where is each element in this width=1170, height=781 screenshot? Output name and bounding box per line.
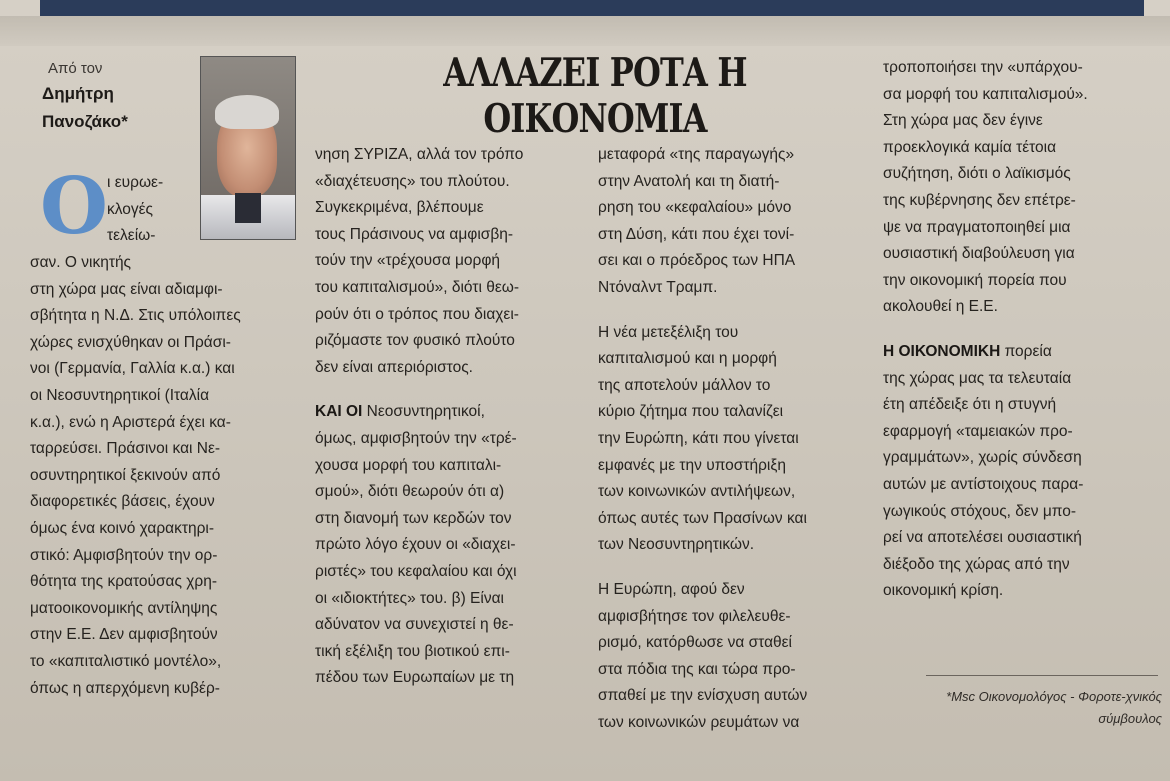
author-last-name: Πανοζάκο* xyxy=(42,112,128,131)
text-line: ταρρεύσει. Πράσινοι και Νε- xyxy=(30,440,221,458)
text-line: πρώτο λόγο έχουν οι «διαχει- xyxy=(315,536,516,554)
paragraph-gap xyxy=(883,321,1153,339)
text-line: ουσιαστική διαβούλευση για xyxy=(883,245,1075,263)
text-line: της χώρας μας τα τελευταία xyxy=(883,369,1072,387)
text-line: οικονομική κρίση. xyxy=(883,582,1004,600)
text-line: ρεί να αποτελέσει ουσιαστική xyxy=(883,529,1082,547)
text-line: συζήτηση, διότι ο λαϊκισμός xyxy=(883,165,1071,183)
text-line: των Νεοσυντηρητικών. xyxy=(598,536,755,554)
text-line: ματοοικονομικής αντίληψης xyxy=(30,599,218,617)
text-line: χώρες ενισχύθηκαν οι Πράσι- xyxy=(30,333,231,351)
text-line: της αποτελούν μάλλον το xyxy=(598,376,771,394)
text-line: έτη απέδειξε ότι η στυγνή xyxy=(883,396,1057,414)
text-line: εμφανές με την υποστήριξη xyxy=(598,456,786,474)
text-line: «διαχέτευσης» του πλούτου. xyxy=(315,172,510,190)
text-line: οσυντηρητικοί ξεκινούν από xyxy=(30,466,221,484)
text-line: πέδου των Ευρωπαίων με τη xyxy=(315,669,515,687)
byline-prefix: Από τον xyxy=(48,60,103,77)
text-line: σπαθεί με την ενίσχυση αυτών xyxy=(598,687,808,705)
drop-cap: Ο xyxy=(40,161,108,252)
text-line: νοι (Γερμανία, Γαλλία κ.α.) και xyxy=(30,360,235,378)
text-line: ι ευρωε- xyxy=(107,174,164,191)
text-line: όμως ένα κοινό χαρακτηρι- xyxy=(30,519,215,537)
text-line: τούν την «τρέχουσα μορφή xyxy=(315,252,501,270)
text-line: Συγκεκριμένα, βλέπουμε xyxy=(315,199,484,217)
author-photo xyxy=(200,56,296,240)
column-2 xyxy=(315,142,585,692)
text-line xyxy=(315,399,585,426)
text-line: χουσα μορφή του καπιταλι- xyxy=(315,456,502,474)
text-line: γραμμάτων», χωρίς σύνδεση xyxy=(883,449,1082,467)
text-line: διέξοδο της χώρας από την xyxy=(883,555,1070,573)
text-line: των κοινωνικών αντιλήψεων, xyxy=(598,483,796,501)
text-line: σει και ο πρόεδρος των ΗΠΑ xyxy=(598,252,796,270)
text-line: γωγικούς στόχους, δεν μπο- xyxy=(883,502,1077,520)
text-line: ριστές» του κεφαλαίου και όχι xyxy=(315,562,517,580)
section-lead: ΚΑΙ ΟΙ xyxy=(315,403,363,421)
text-line: ρούν ότι ο τρόπος που διαχει- xyxy=(315,305,519,323)
footnote-divider xyxy=(926,675,1158,676)
text-line: ριζόμαστε τον φυσικό πλούτο xyxy=(315,332,515,350)
text-line: καπιταλισμού και η μορφή xyxy=(598,350,777,368)
text-line: στη χώρα μας είναι αδιαμφι- xyxy=(30,280,223,298)
text-line: κ.α.), ενώ η Αριστερά έχει κα- xyxy=(30,413,231,431)
text-line: θότητα της κρατούσας χρη- xyxy=(30,573,218,591)
column-3 xyxy=(598,142,870,736)
text-line: σβήτητα η Ν.Δ. Στις υπόλοιπες xyxy=(30,307,241,325)
text-line: δεν είναι απεριόριστος. xyxy=(315,358,473,376)
text-line: στα πόδια της και τώρα προ- xyxy=(598,660,796,678)
text-line: του καπιταλισμού», διότι θεω- xyxy=(315,278,519,296)
text-line: οι «ιδιοκτήτες» του. β) Είναι xyxy=(315,589,504,607)
show-through-area xyxy=(0,16,1170,46)
text-line: ψε να πραγματοποιηθεί μια xyxy=(883,218,1071,236)
text-run: πορεία xyxy=(1000,342,1052,360)
text-line: όπως η απερχόμενη κυβέρ- xyxy=(30,679,220,697)
text-line: Ντόναλντ Τραμπ. xyxy=(598,278,718,296)
text-line: την οικονομική πορεία που xyxy=(883,271,1067,289)
text-line: στη διανομή των κερδών τον xyxy=(315,509,512,527)
article-headline: ΑΛΛΑΖΕΙ ΡΟΤΑ Η ΟΙΚΟΝΟΜΙΑ xyxy=(443,50,747,142)
text-line: στη Δύση, κάτι που έχει τονί- xyxy=(598,225,795,243)
text-line: όμως, αμφισβητούν την «τρέ- xyxy=(315,429,517,447)
text-run: Νεοσυντηρητικοί, xyxy=(362,403,485,421)
text-line: κλογές xyxy=(107,200,154,218)
text-line: ρισμό, κατόρθωσε να σταθεί xyxy=(598,634,792,652)
text-line xyxy=(883,339,1153,366)
text-line: όπως αυτές των Πρασίνων και xyxy=(598,509,807,527)
text-line: προεκλογικά καμία τέτοια xyxy=(883,138,1057,156)
paragraph-gap xyxy=(598,302,870,320)
column-1 xyxy=(30,250,302,702)
text-line: ακολουθεί η Ε.Ε. xyxy=(883,298,998,316)
byline-author xyxy=(42,80,192,136)
column-1-beside-cap xyxy=(107,170,199,250)
paragraph-gap xyxy=(315,381,585,399)
text-line: αδύνατον να συνεχιστεί η θε- xyxy=(315,616,514,634)
text-line: των κοινωνικών ρευμάτων να xyxy=(598,713,800,731)
author-hair xyxy=(215,95,279,129)
text-line: της κυβέρνησης δεν επέτρε- xyxy=(883,191,1076,209)
author-first-name: Δημήτρη xyxy=(42,84,114,103)
text-line: σαν. Ο νικητής xyxy=(30,254,132,271)
text-line: ρηση του «κεφαλαίου» μόνο xyxy=(598,199,792,217)
column-4 xyxy=(883,55,1153,605)
text-line: Στη χώρα μας δεν έγινε xyxy=(883,112,1043,130)
top-color-band xyxy=(40,0,1144,16)
author-tie xyxy=(235,193,261,223)
text-line: Η νέα μετεξέλιξη του xyxy=(598,323,739,341)
text-line: μεταφορά «της παραγωγής» xyxy=(598,146,795,163)
text-line: τική εξέλιξη του βιοτικού επι- xyxy=(315,642,510,660)
text-line: στην Ανατολή και τη διατή- xyxy=(598,172,780,190)
text-line: οι Νεοσυντηρητικοί (Ιταλία xyxy=(30,386,210,404)
text-line: αυτών με αντίστοιχους παρα- xyxy=(883,475,1084,493)
text-line: την Ευρώπη, κάτι που γίνεται xyxy=(598,429,799,447)
text-line: κύριο ζήτημα που ταλανίζει xyxy=(598,403,784,421)
text-line: σμού», διότι θεωρούν ότι α) xyxy=(315,483,505,501)
text-line: τροποποιήσει την «υπάρχου- xyxy=(883,59,1083,76)
text-line: τελείω- xyxy=(107,227,156,245)
text-line: αμφισβήτησε τον φιλελευθε- xyxy=(598,607,791,625)
author-footnote: *Msc Οικονομολόγος - Φοροτε-χνικός σύμβουλος xyxy=(946,689,1162,726)
text-line: στικό: Αμφισβητούν την ορ- xyxy=(30,546,218,564)
text-line: Η Ευρώπη, αφού δεν xyxy=(598,580,745,598)
text-line: νηση ΣΥΡΙΖΑ, αλλά τον τρόπο xyxy=(315,146,524,163)
text-line: τους Πράσινους να αμφισβη- xyxy=(315,225,514,243)
section-lead: Η ΟΙΚΟΝΟΜΙΚΗ xyxy=(883,342,1001,360)
text-line: σα μορφή του καπιταλισμού». xyxy=(883,85,1088,103)
paragraph-gap xyxy=(598,559,870,577)
text-line: στην Ε.Ε. Δεν αμφισβητούν xyxy=(30,626,218,644)
text-line: το «καπιταλιστικό μοντέλο», xyxy=(30,652,222,670)
text-line: διαφορετικές βάσεις, έχουν xyxy=(30,493,215,511)
text-line: εφαρμογή «ταμειακών προ- xyxy=(883,422,1073,440)
